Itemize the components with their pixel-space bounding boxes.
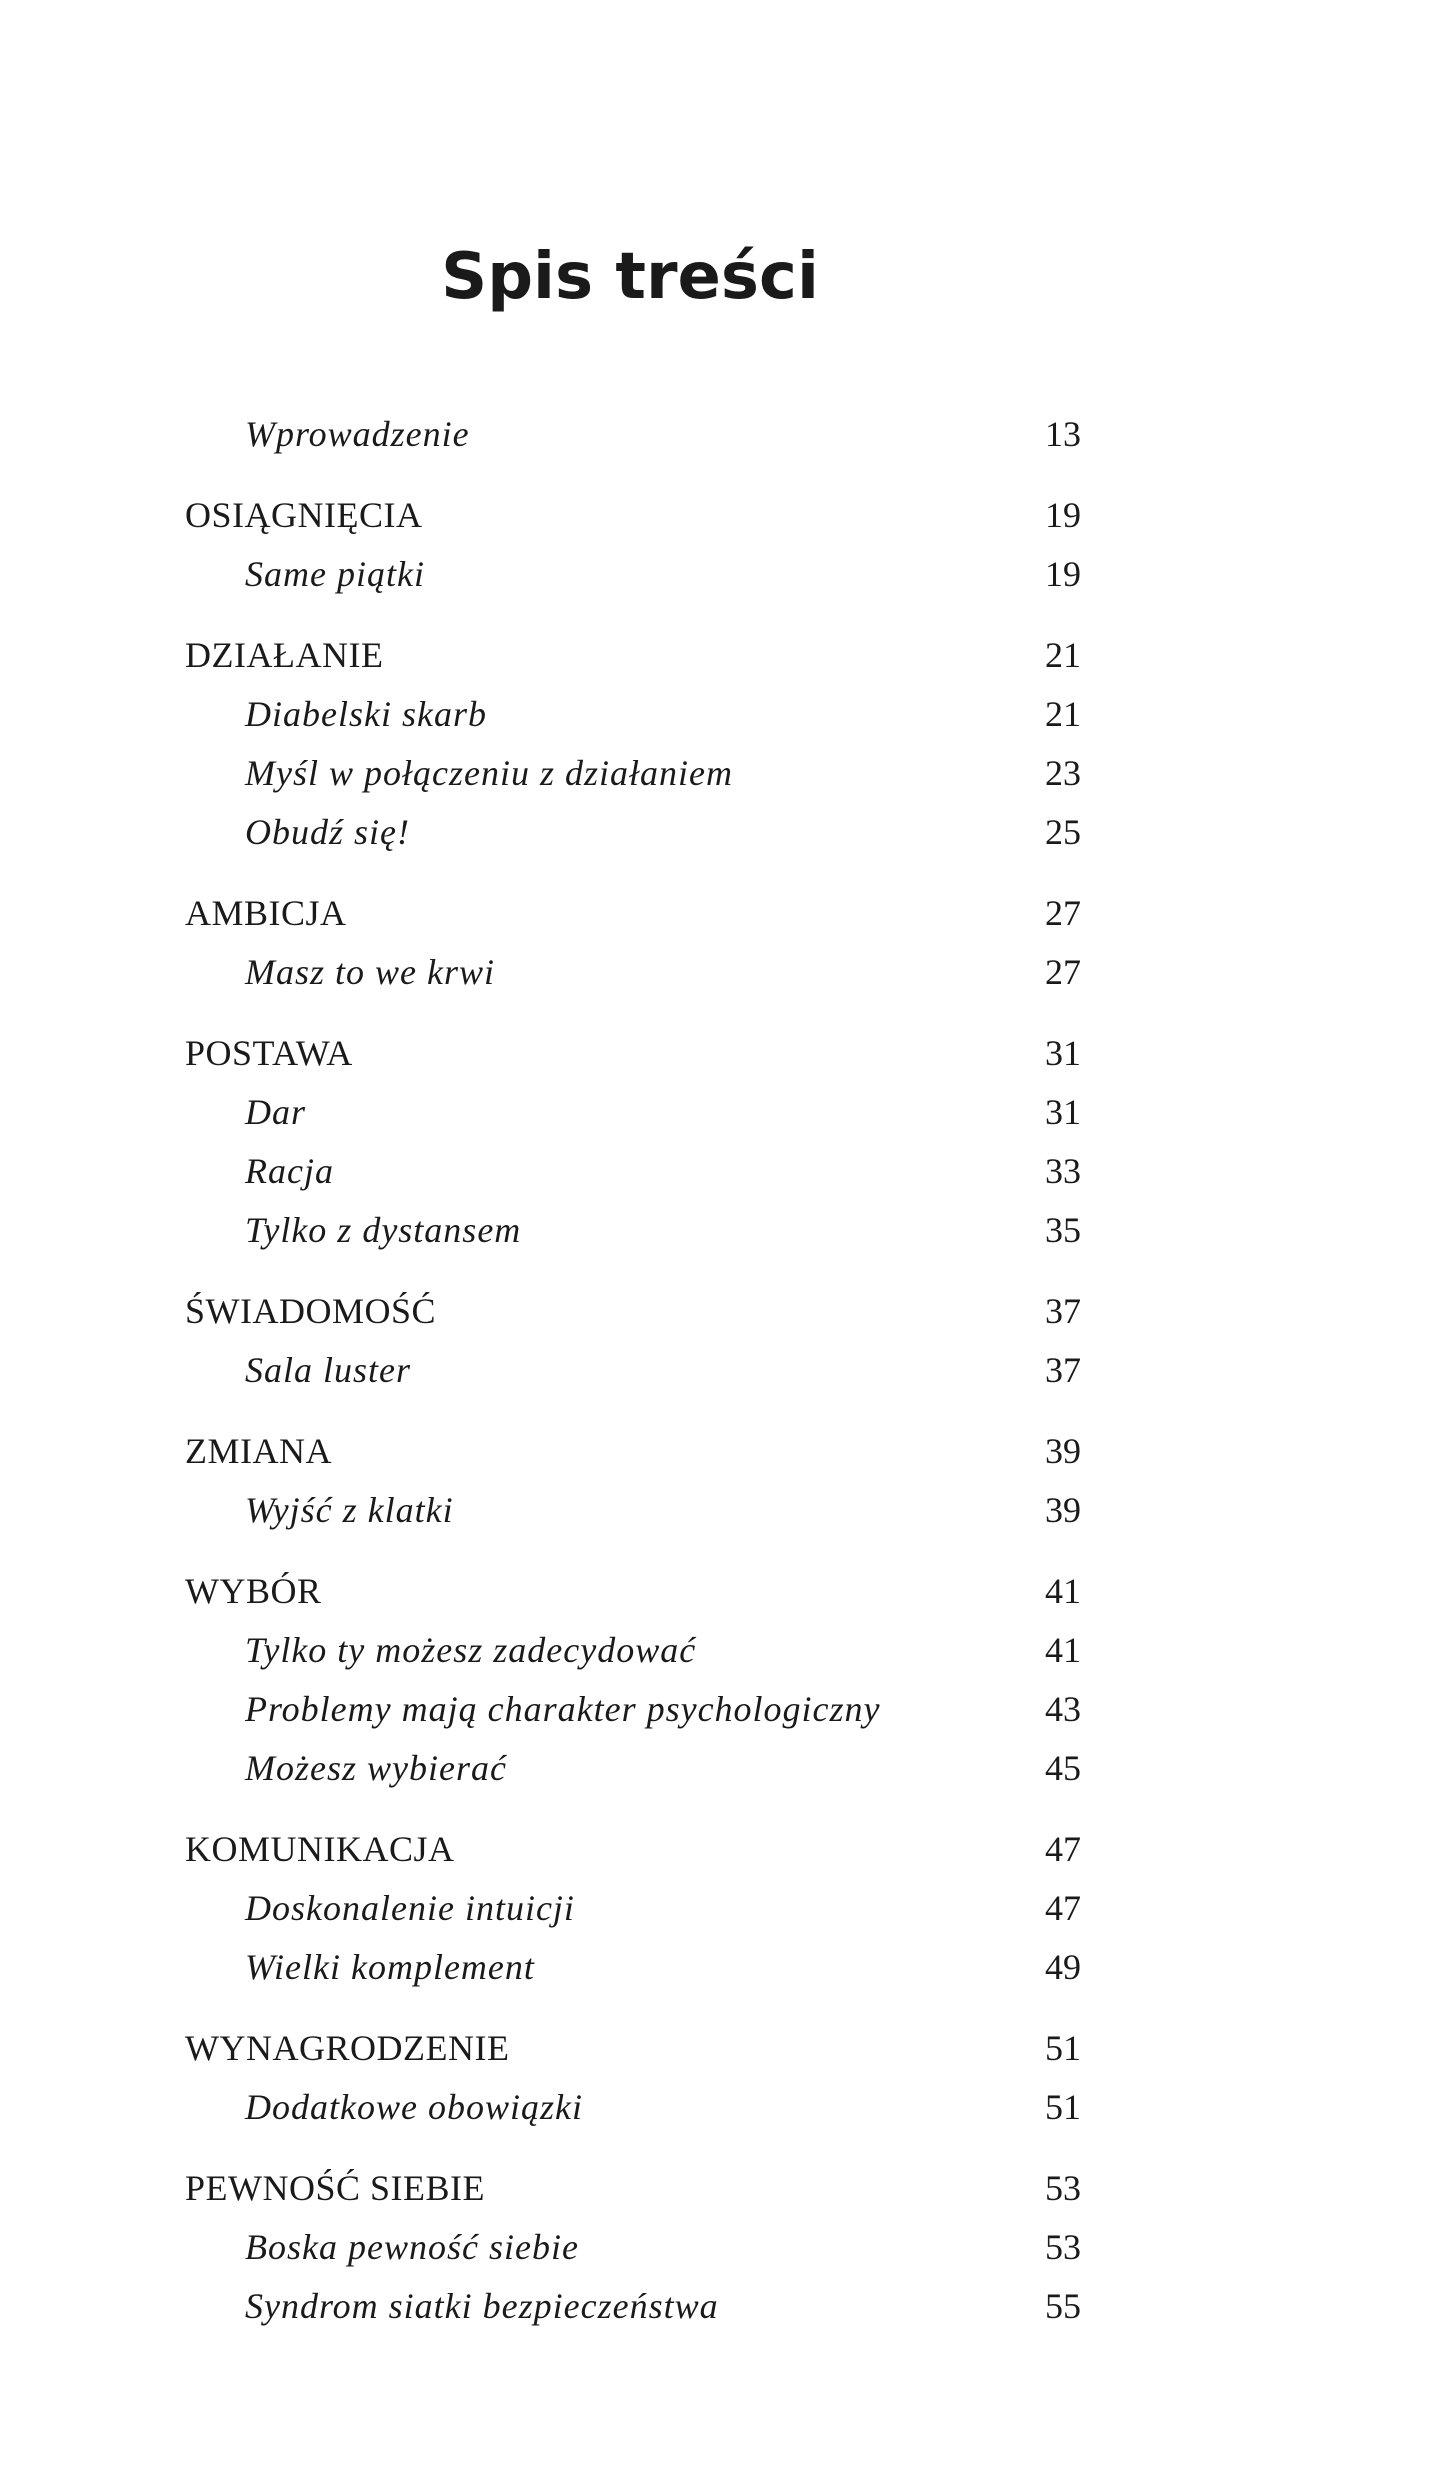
toc-chapter-entry — [185, 2159, 1085, 2218]
toc-subsection-entry — [185, 1142, 1085, 1201]
subsection-title: Myśl w połączeniu z działaniem — [245, 753, 733, 793]
page-number: 31 — [1045, 1092, 1081, 1132]
toc-subsection-entry — [185, 744, 1085, 803]
toc-subsection-entry — [185, 1879, 1085, 1938]
page-number: 47 — [1045, 1888, 1081, 1928]
subsection-title: Same piątki — [245, 554, 425, 594]
toc-subsection-entry — [185, 1083, 1085, 1142]
page-number: 37 — [1045, 1350, 1081, 1390]
page-number: 49 — [1045, 1947, 1081, 1987]
page-number: 25 — [1045, 812, 1081, 852]
page-number: 41 — [1045, 1571, 1081, 1611]
page-number: 53 — [1045, 2227, 1081, 2267]
table-of-contents — [185, 405, 1085, 2336]
toc-subsection-entry — [185, 685, 1085, 744]
toc-subsection-entry — [185, 545, 1085, 604]
subsection-title: Wprowadzenie — [245, 414, 470, 454]
page-number: 47 — [1045, 1829, 1081, 1869]
chapter-title: WYNAGRODZENIE — [185, 2028, 510, 2068]
chapter-title: AMBICJA — [185, 893, 347, 933]
page-number: 53 — [1045, 2168, 1081, 2208]
subsection-title: Masz to we krwi — [245, 952, 496, 992]
toc-chapter-entry — [185, 1282, 1085, 1341]
page-number: 51 — [1045, 2087, 1081, 2127]
toc-chapter-entry — [185, 626, 1085, 685]
toc-subsection-entry — [185, 1341, 1085, 1400]
page-number: 27 — [1045, 952, 1081, 992]
page-number: 19 — [1045, 554, 1081, 594]
toc-subsection-entry — [185, 1680, 1085, 1739]
subsection-title: Tylko z dystansem — [245, 1210, 522, 1250]
subsection-title: Syndrom siatki bezpieczeństwa — [245, 2286, 719, 2326]
toc-subsection-entry — [185, 2218, 1085, 2277]
subsection-title: Racja — [245, 1151, 334, 1191]
toc-subsection-entry — [185, 1621, 1085, 1680]
toc-subsection-entry — [185, 803, 1085, 862]
subsection-title: Problemy mają charakter psychologiczny — [245, 1689, 881, 1729]
toc-subsection-entry — [185, 405, 1085, 464]
subsection-title: Diabelski skarb — [245, 694, 487, 734]
page-number: 45 — [1045, 1748, 1081, 1788]
subsection-title: Możesz wybierać — [245, 1748, 507, 1788]
page-number: 13 — [1045, 414, 1081, 454]
page-number: 51 — [1045, 2028, 1081, 2068]
toc-chapter-entry — [185, 884, 1085, 943]
toc-subsection-entry — [185, 2277, 1085, 2336]
page-number: 37 — [1045, 1291, 1081, 1331]
page-number: 41 — [1045, 1630, 1081, 1670]
subsection-title: Boska pewność siebie — [245, 2227, 579, 2267]
page-number: 23 — [1045, 753, 1081, 793]
chapter-title: PEWNOŚĆ SIEBIE — [185, 2168, 486, 2208]
subsection-title: Dodatkowe obowiązki — [245, 2087, 583, 2127]
subsection-title: Doskonalenie intuicji — [245, 1888, 575, 1928]
toc-subsection-entry — [185, 1481, 1085, 1540]
chapter-title: KOMUNIKACJA — [185, 1829, 455, 1869]
subsection-title: Wyjść z klatki — [245, 1490, 454, 1530]
toc-subsection-entry — [185, 1938, 1085, 1997]
subsection-title: Tylko ty możesz zadecydować — [245, 1630, 697, 1670]
chapter-title: WYBÓR — [185, 1571, 322, 1611]
subsection-title: Wielki komplement — [245, 1947, 535, 1987]
toc-subsection-entry — [185, 943, 1085, 1002]
subsection-title: Obudź się! — [245, 812, 410, 852]
page-number: 43 — [1045, 1689, 1081, 1729]
page-number: 55 — [1045, 2286, 1081, 2326]
page-number: 39 — [1045, 1490, 1081, 1530]
page-number: 19 — [1045, 495, 1081, 535]
toc-chapter-entry — [185, 1422, 1085, 1481]
page-title: Spis treści — [441, 240, 819, 314]
chapter-title: ZMIANA — [185, 1431, 332, 1471]
subsection-title: Sala luster — [245, 1350, 412, 1390]
toc-chapter-entry — [185, 486, 1085, 545]
toc-subsection-entry — [185, 1201, 1085, 1260]
page-number: 31 — [1045, 1033, 1081, 1073]
toc-chapter-entry — [185, 1820, 1085, 1879]
page-number: 35 — [1045, 1210, 1081, 1250]
toc-chapter-entry — [185, 1024, 1085, 1083]
page-number: 39 — [1045, 1431, 1081, 1471]
chapter-title: POSTAWA — [185, 1033, 353, 1073]
page-number: 21 — [1045, 635, 1081, 675]
page-number: 27 — [1045, 893, 1081, 933]
subsection-title: Dar — [245, 1092, 307, 1132]
chapter-title: OSIĄGNIĘCIA — [185, 495, 423, 535]
chapter-title: ŚWIADOMOŚĆ — [185, 1291, 437, 1331]
page-number: 33 — [1045, 1151, 1081, 1191]
page-number: 21 — [1045, 694, 1081, 734]
chapter-title: DZIAŁANIE — [185, 635, 384, 675]
toc-chapter-entry — [185, 2019, 1085, 2078]
toc-subsection-entry — [185, 1739, 1085, 1798]
toc-subsection-entry — [185, 2078, 1085, 2137]
toc-chapter-entry — [185, 1562, 1085, 1621]
